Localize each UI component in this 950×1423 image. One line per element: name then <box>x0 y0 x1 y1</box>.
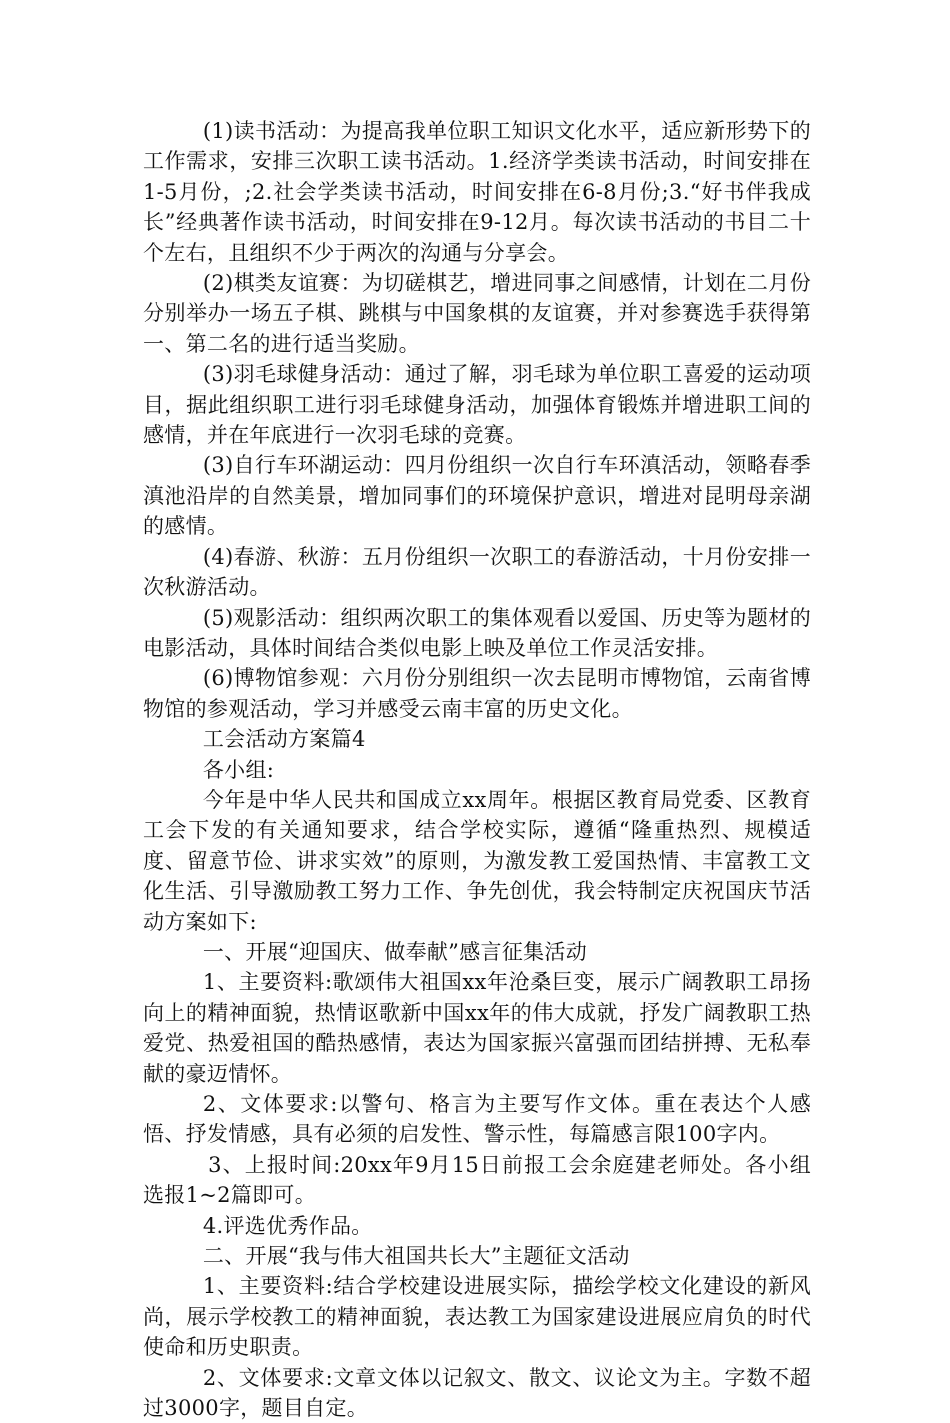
paragraph-badminton-fitness: (3)羽毛球健身活动：通过了解，羽毛球为单位职工喜爱的运动项目，据此组织职工进行羽毛球健身活动，加强体育锻炼并增进职工间的感情，并在年底进行一次羽毛球的竞赛。 <box>143 362 811 448</box>
paragraph-museum-visit: (6)博物馆参观：六月份分别组织一次去昆明市博物馆，云南省博物馆的参观活动，学习并感受云南丰富的历史文化。 <box>143 666 811 721</box>
paragraph-main-content: 1、主要资料:歌颂伟大祖国xx年沧桑巨变，展示广阔教职工昂扬向上的精神面貌，热情讴歌新中国xx年的伟大成就，抒发广阔教职工热爱党、热爱祖国的酷热感情，表达为国家振兴富强而团结拼搏、无私奉献的豪迈情怀。 <box>143 970 811 1086</box>
salutation: 各小组: <box>202 757 275 782</box>
paragraph-spring-autumn-outing: (4)春游、秋游：五月份组织一次职工的春游活动，十月份安排一次秋游活动。 <box>143 544 811 600</box>
paragraph-contest-requirements: 2、文体要求:文章文体以记叙文、散文、议论文为主。字数不超过3000字，题目自定。 <box>143 1365 811 1421</box>
heading-essay-contest: 二、开展“我与伟大祖国共长大”主题征文活动 <box>202 1244 630 1269</box>
paragraph-submission-time: 3、上报时间:20xx年9月15日前报工会余庭建老师处。各小组选报1~2篇即可。 <box>143 1152 811 1208</box>
paragraph-style-requirements: 2、文体要求:以警句、格言为主要写作文体。重在表达个人感悟、抒发情感，具有必须的启发性、警示性，每篇感言限100字内。 <box>143 1092 811 1147</box>
paragraph-selection: 4.评选优秀作品。 <box>202 1213 373 1238</box>
paragraph-contest-content: 1、主要资料:结合学校建设进展实际，描绘学校文化建设的新风尚，展示学校教工的精神面貌，表达教工为国家建设进展应肩负的时代使命和历史职责。 <box>143 1274 811 1360</box>
heading-essay-collection: 一、开展“迎国庆、做奉献”感言征集活动 <box>202 939 588 964</box>
paragraph-cycling-lake-tour: (3)自行车环湖运动：四月份组织一次自行车环滇活动，领略春季滇池沿岸的自然美景，增加同事们的环境保护意识，增进对昆明母亲湖的感情。 <box>143 453 811 539</box>
paragraph-reading-activity: (1)读书活动：为提高我单位职工知识文化水平，适应新形势下的工作需求，安排三次职工读书活动。1.经济学类读书活动，时间安排在1-5月份，;2.社会学类读书活动，时间安排在6-8月份;3.“好书伴我成长”经典著作读书活动，时间安排在9-12月。每次读书活动的书目二十个左右，且组织不少于两次的沟通与分享会。 <box>143 119 811 265</box>
paragraph-movie-watching: (5)观影活动：组织两次职工的集体观看以爱国、历史等为题材的电影活动，具体时间结合类似电影上映及单位工作灵活安排。 <box>143 605 811 660</box>
document-body <box>143 116 811 1423</box>
paragraph-introduction: 今年是中华人民共和国成立xx周年。根据区教育局党委、区教育工会下发的有关通知要求，结合学校实际，遵循“隆重热烈、规模适度、留意节俭、讲求实效”的原则，为激发教工爱国热情、丰富教工文化生活、引导激励教工努力工作、争先创优，我会特制定庆祝国庆节活动方案如下: <box>143 787 811 934</box>
section-heading-plan-4: 工会活动方案篇4 <box>202 727 366 752</box>
paragraph-chess-friendly-match: (2)棋类友谊赛：为切磋棋艺，增进同事之间感情，计划在二月份分别举办一场五子棋、跳棋与中国象棋的友谊赛，并对参赛选手获得第一、第二名的进行适当奖励。 <box>143 271 811 356</box>
